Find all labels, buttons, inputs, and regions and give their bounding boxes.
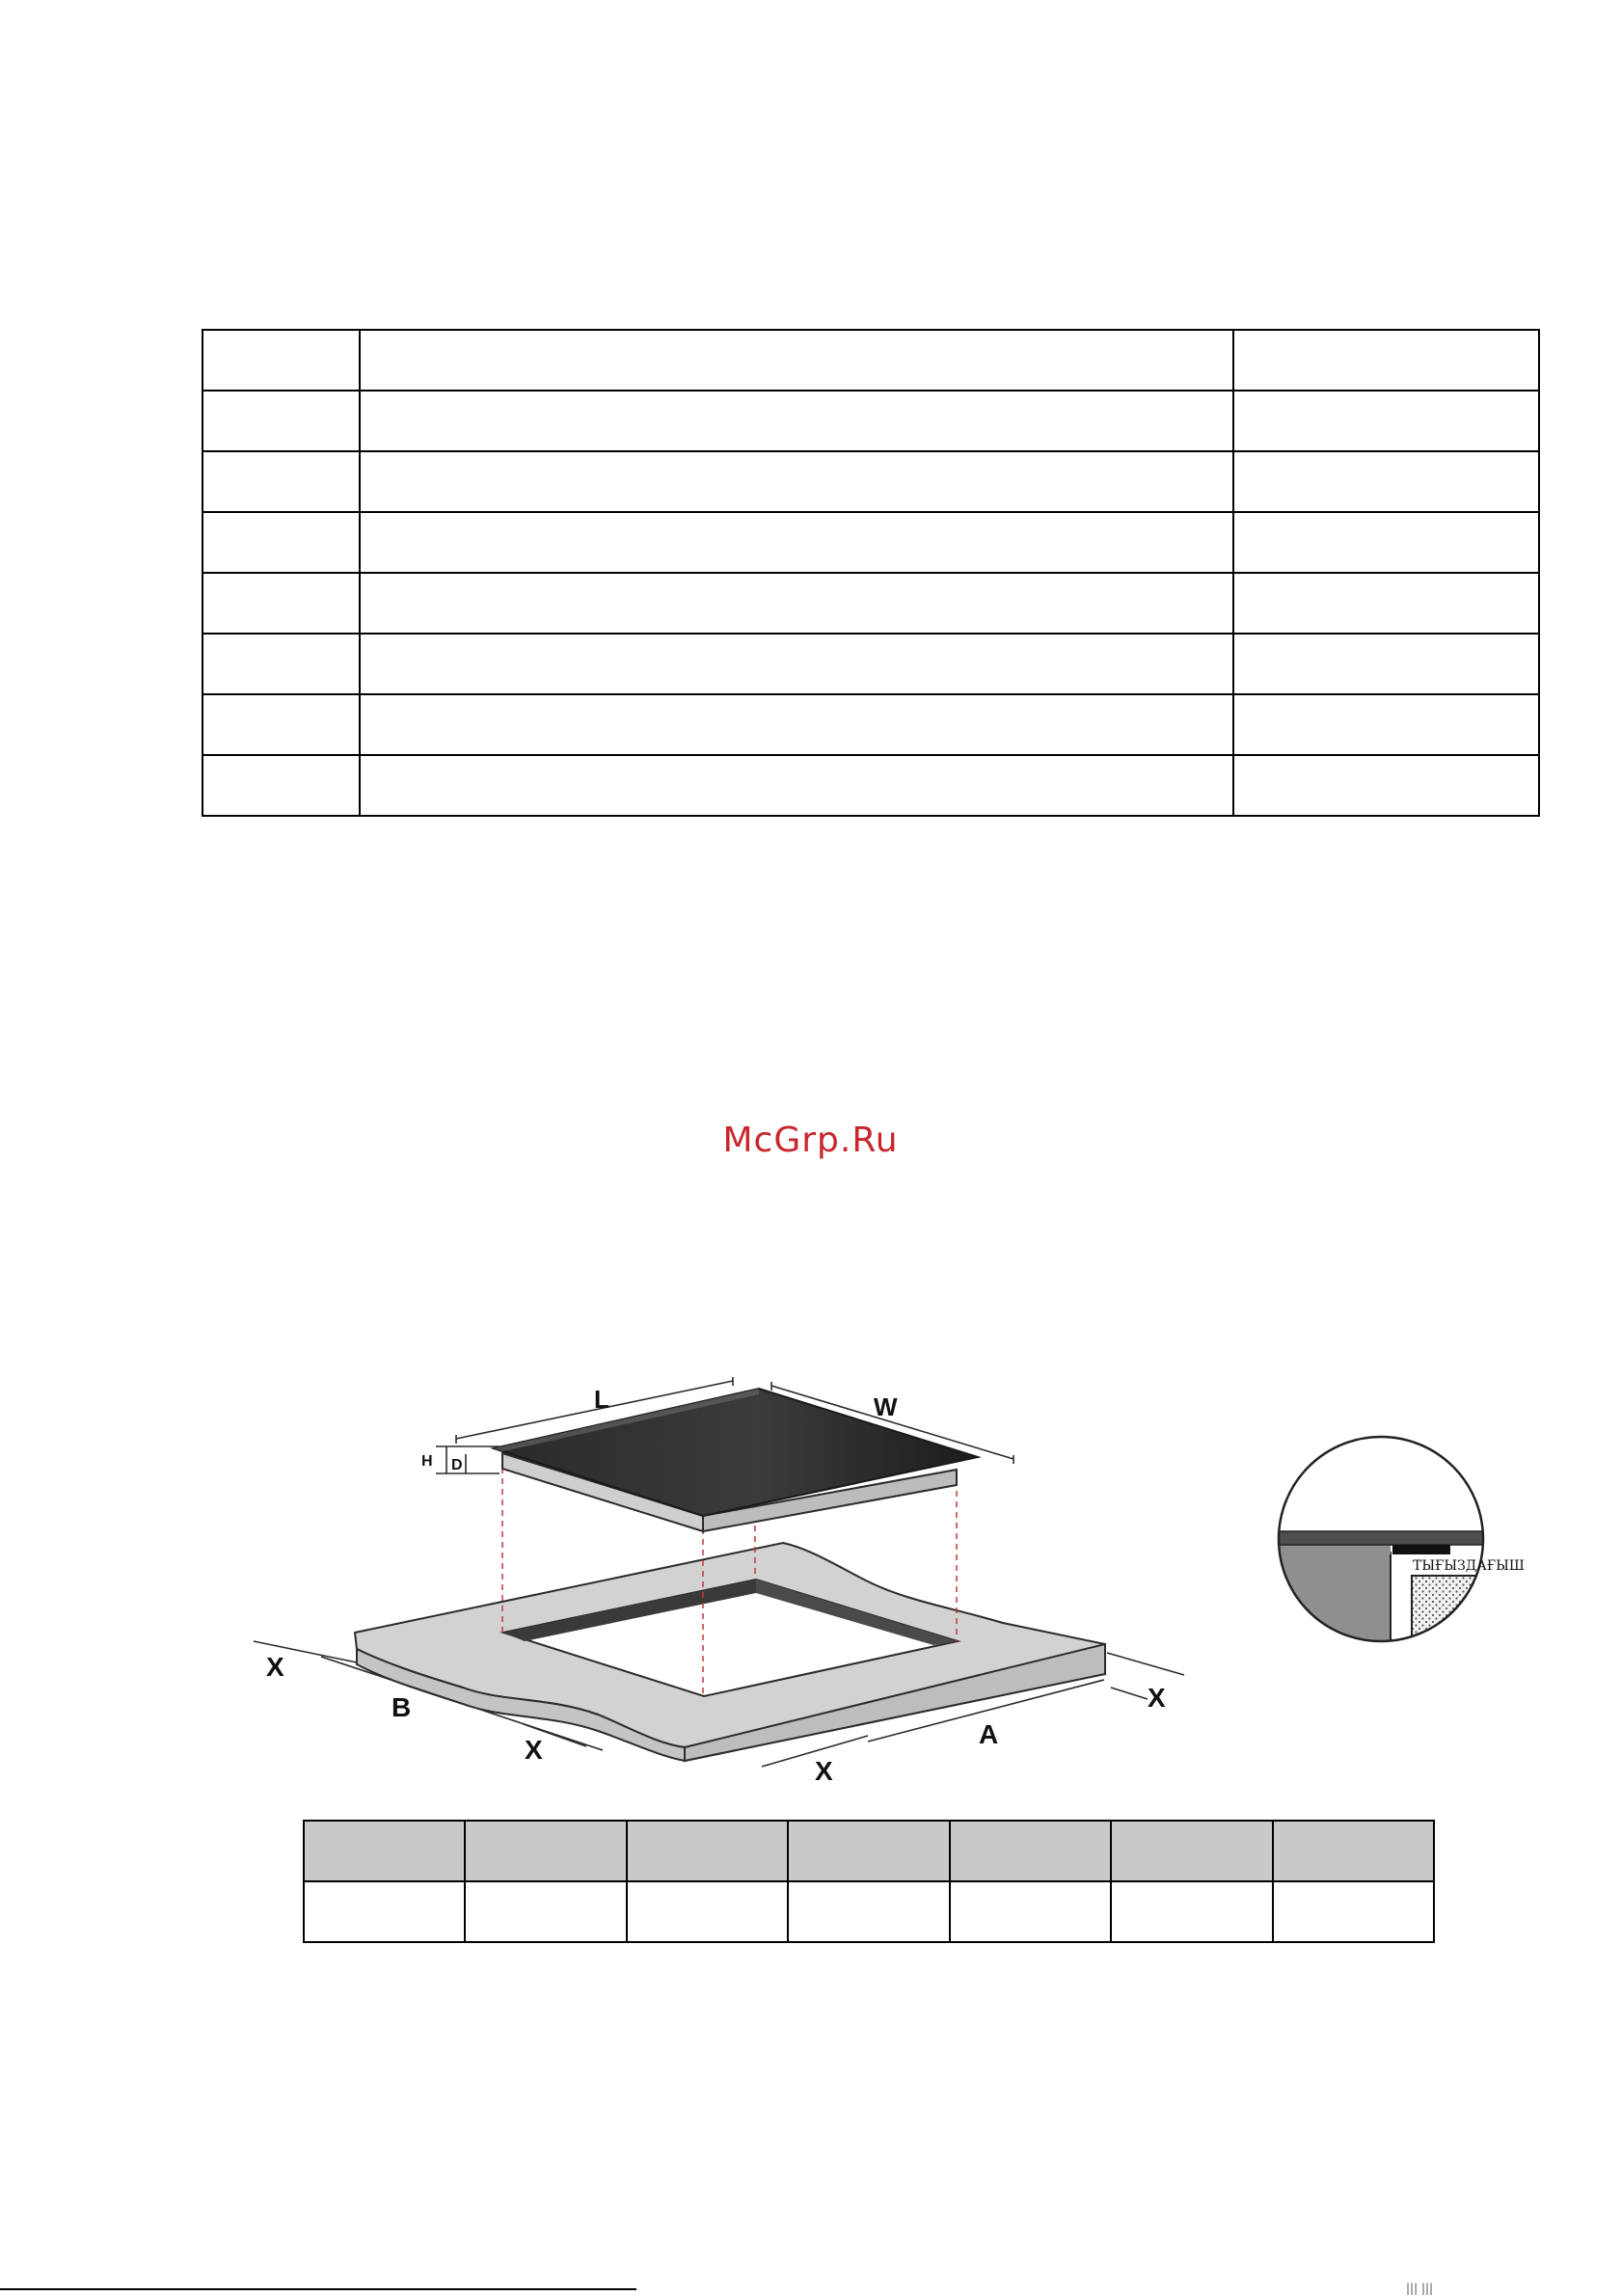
parts-table: [202, 329, 1540, 817]
seal-label: ТЫҒЫЗДАҒЫШ: [1413, 1558, 1525, 1574]
table-header-row: [304, 1821, 1434, 1881]
table-cell: [304, 1881, 465, 1942]
table-cell: [1111, 1881, 1272, 1942]
table-header-cell: [788, 1821, 949, 1881]
footer-mark: ||| |||: [1406, 2282, 1434, 2295]
table-cell: [1233, 755, 1539, 816]
table-cell: [1233, 330, 1539, 391]
dimension-label-x: X: [266, 1652, 284, 1682]
table-row: [203, 512, 1539, 573]
table-cell: [360, 755, 1233, 816]
table-cell: [203, 634, 360, 694]
table-cell: [1233, 391, 1539, 451]
table-cell: [203, 330, 360, 391]
table-cell: [203, 451, 360, 512]
table-cell: [360, 694, 1233, 755]
dimension-label-b: B: [392, 1692, 412, 1722]
dimensions-table: [303, 1820, 1435, 1943]
table-cell: [203, 391, 360, 451]
table-row: [304, 1881, 1434, 1942]
table-cell: [1233, 634, 1539, 694]
table-cell: [627, 1881, 788, 1942]
table-cell: [360, 330, 1233, 391]
table-header-cell: [627, 1821, 788, 1881]
table-header-cell: [465, 1821, 626, 1881]
table-cell: [203, 694, 360, 755]
table-row: [203, 451, 1539, 512]
table-cell: [1233, 451, 1539, 512]
table-cell: [360, 634, 1233, 694]
table-cell: [1233, 512, 1539, 573]
dimension-label-x: X: [1148, 1683, 1166, 1713]
hob: [494, 1389, 978, 1531]
table-cell: [465, 1881, 626, 1942]
table-header-cell: [1111, 1821, 1272, 1881]
table-cell: [360, 451, 1233, 512]
table-header-cell: [950, 1821, 1111, 1881]
table-cell: [360, 512, 1233, 573]
table-cell: [1273, 1881, 1434, 1942]
table-row: [203, 391, 1539, 451]
table-cell: [1233, 694, 1539, 755]
table-cell: [1233, 573, 1539, 634]
table-cell: [203, 573, 360, 634]
table-cell: [950, 1881, 1111, 1942]
table-header-cell: [304, 1821, 465, 1881]
dimension-label-h: H: [421, 1453, 433, 1470]
table-cell: [360, 391, 1233, 451]
dimension-label-a: A: [979, 1719, 999, 1749]
table-header-cell: [1273, 1821, 1434, 1881]
table-row: [203, 330, 1539, 391]
table-row: [203, 694, 1539, 755]
installation-diagram: [0, 1331, 1621, 1786]
table-row: [203, 573, 1539, 634]
table-cell: [203, 755, 360, 816]
table-row: [203, 634, 1539, 694]
table-row: [203, 755, 1539, 816]
watermark-text: McGrp.Ru: [722, 1121, 899, 1160]
dimension-label-d: D: [451, 1457, 463, 1473]
table-cell: [203, 512, 360, 573]
dimension-label-x: X: [815, 1756, 833, 1786]
dimension-label-l: L: [594, 1385, 609, 1414]
dimension-label-x: X: [525, 1735, 543, 1765]
table-cell: [788, 1881, 949, 1942]
dimension-label-w: W: [874, 1392, 898, 1421]
footer-divider: [0, 2288, 636, 2290]
seal-detail: [1273, 1437, 1525, 1653]
table-cell: [360, 573, 1233, 634]
